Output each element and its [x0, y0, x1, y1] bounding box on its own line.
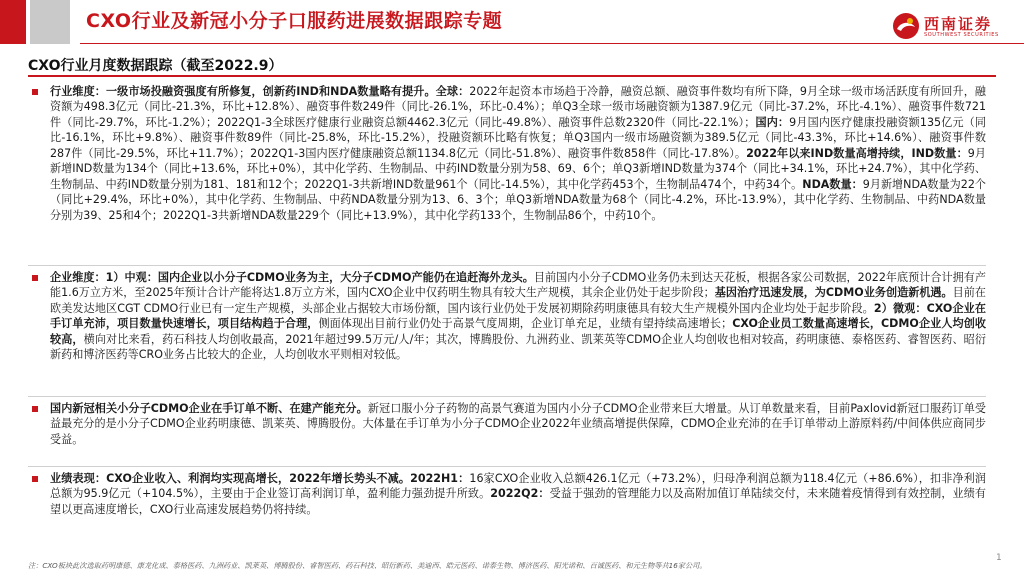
section-title-rule	[28, 75, 996, 77]
logo-english-name: SOUTHWEST SECURITIES	[924, 32, 999, 38]
header-red-accent-block	[0, 0, 26, 44]
southwest-securities-logo-icon	[892, 12, 920, 40]
content-body	[28, 84, 986, 517]
bold-text-segment: 2022年以来IND数量高增持续，IND数量：	[746, 146, 968, 160]
footnote: 注：CXO板块此次选取药明康德、康龙化成、泰格医药、九洲药业、凯莱英、博腾股份、睿智医药、药石科技、昭衍新药、美迪西、皓元医药、诺泰生物、博济医药、阳光诺和、百诚医药、和元生物等共16家公司。	[28, 561, 707, 570]
bullet-square-icon	[32, 476, 38, 482]
paragraph-industry-dimension	[28, 84, 986, 263]
paragraph-performance	[28, 471, 986, 517]
paragraph-separator	[28, 396, 986, 397]
text-segment: 侧面体现出目前行业仍处于高景气度周期，企业订单充足，业绩有望持续高速增长；	[318, 317, 733, 331]
header-grey-accent-block	[30, 0, 70, 44]
bold-text-segment: 行业维度：一级市场投融资强度有所修复，创新药IND和NDA数量略有提升。全球：	[50, 85, 470, 98]
text-segment: 16家CXO企业收入总额426.1亿元（+73.2%），归母净利润总额为118.4亿元（+86.6%），扣非净利润总额为95.9亿元（+104.5%），主要由于企业签订高利润订单，盈利能力强劲提升所致。	[50, 472, 986, 501]
header-divider	[80, 43, 1024, 44]
text-segment: 9月新增IND数量为134个（同比+13.6%，环比+0%），其中化学药、生物制品、中药IND数量分别为58、69、6个；单Q3新增IND数量为374个（同比+34.1%，环比+24.7%），其中化学药、生物制品、中药IND数量分别为181、181和12个；2022Q1-3共新增IND数量961个（同比-14.5%），其中化学药453个，生物制品474个，中药34个。	[50, 146, 986, 191]
bold-text-segment: 国内：	[755, 115, 790, 129]
paragraph-enterprise-dimension	[28, 270, 986, 394]
logo-chinese-name: 西南证券	[924, 15, 993, 33]
text-segment: 新冠口服小分子药物的高景气赛道为国内小分子CDMO企业带来巨大增量。从订单数量来看，目前Paxlovid新冠口服药订单受益最充分的是小分子CDMO企业药明康德、凯莱英、博腾股份。大体量在手订单为小分子CDMO企业2022年业绩高增提供保障，CDMO企业充沛的在手订单带动上游原料药/中间体供应商同步受益。	[50, 402, 986, 446]
brand-logo	[892, 12, 1022, 42]
paragraph-covid-cdmo	[28, 401, 986, 464]
bullet-square-icon	[32, 275, 38, 281]
page-title: CXO行业及新冠小分子口服药进展数据跟踪专题	[86, 10, 503, 32]
bold-text-segment: CXO企业员工数量高速增长，CDMO企业人均创收较高，	[50, 317, 986, 346]
bullet-square-icon	[32, 406, 38, 412]
text-segment: 受益于强劲的管理能力以及高附加值订单陆续交付，未来随着疫情得到有效控制，业绩有望以更高速度增长，CXO行业高速发展趋势仍将持续。	[50, 487, 986, 516]
text-segment: 目前国内小分子CDMO业务仍未到达天花板，根据各家公司数据，2022年底预计合计拥有产能1.6万立方米，至2025年预计合计产能将达1.8万立方米，国内CXO企业中仅药明生物具有较大生产规模，其余企业仍处于起步阶段；	[50, 271, 986, 300]
paragraph-separator	[28, 265, 986, 266]
bold-text-segment: 业绩表现：CXO企业收入、利润均实现高增长，2022年增长势头不减。2022H1：	[50, 472, 470, 485]
text-segment: 目前在欧美发达地区CGT CDMO行业已有一定生产规模，头部企业占据较大市场份额，国内该行业仍处于发展初期除药明康德具有较大生产规模外国内企业均处于起步阶段。	[50, 286, 986, 315]
bullet-square-icon	[32, 89, 38, 95]
section-title: CXO行业月度数据跟踪（截至2022.9）	[28, 58, 283, 74]
bold-text-segment: NDA数量：	[802, 177, 863, 191]
text-segment: 2022年起资本市场趋于冷静，融资总额、融资事件数均有所下降，9月全球一级市场活跃度有所回升，融资额为498.3亿元（同比-21.3%，环比+12.8%）、融资事件数249件（同比-26.1%，环比-0.4%）；单Q3全球一级市场融资额为1387.9亿元（同比-37.2%，环比-4.1%）、融资事件数721件（同比-29.7%，环比-1.2%）；2022Q1-3全球医疗健康行业融资总额4462.3亿元（同比-49.8%）、融资事件总数2320件（同比-22.1%）；	[50, 85, 986, 129]
bold-text-segment: 2）微观：CXO企业在手订单充沛，项目数量快速增长，项目结构趋于合理，	[50, 301, 986, 331]
bold-text-segment: 国内新冠相关小分子CDMO企业在手订单不断、在建产能充分。	[50, 402, 368, 415]
bold-text-segment: 企业维度：1）中观：国内企业以小分子CDMO业务为主，大分子CDMO产能仍在追赶海外龙头。	[50, 271, 534, 284]
paragraph-separator	[28, 466, 986, 467]
bold-text-segment: 2022Q2：	[490, 487, 550, 501]
page-number: 1	[996, 553, 1002, 563]
text-segment: 横向对比来看，药石科技人均创收最高，2021年超过99.5万元/人/年；其次，博腾股份、九洲药业、凯莱英等CDMO企业人均创收也相对较高，药明康德、泰格医药、睿智医药、昭衍新药和博济医药等CRO业务占比较大的企业，人均创收水平则相对较低。	[50, 332, 986, 362]
text-segment: 9月国内医疗健康投融资额135亿元（同比-16.1%，环比+9.8%）、融资事件数89件（同比-25.8%，环比-15.2%），投融资额环比略有恢复；单Q3国内一级市场融资额为389.5亿元（同比-43.3%，环比+14.6%）、融资事件数287件（同比-29.5%，环比+11.7%）；2022Q1-3国内医疗健康融资总额1134.8亿元（同比-51.8%）、融资事件数858件（同比-17.8%）。	[50, 115, 987, 160]
text-segment: 9月新增NDA数量为22个（同比+29.4%，环比+0%），其中化学药、生物制品、中药NDA数量分别为13、6、3个；单Q3新增NDA数量为68个（同比-4.2%，环比-13.9%），其中化学药、生物制品、中药NDA数量分别为39、25和4个；2022Q1-3共新增NDA数量229个（同比+13.9%），其中化学药133个，生物制品86个，中药10个。	[50, 177, 986, 222]
bold-text-segment: 基因治疗迅速发展，为CDMO业务创造新机遇。	[714, 286, 953, 300]
